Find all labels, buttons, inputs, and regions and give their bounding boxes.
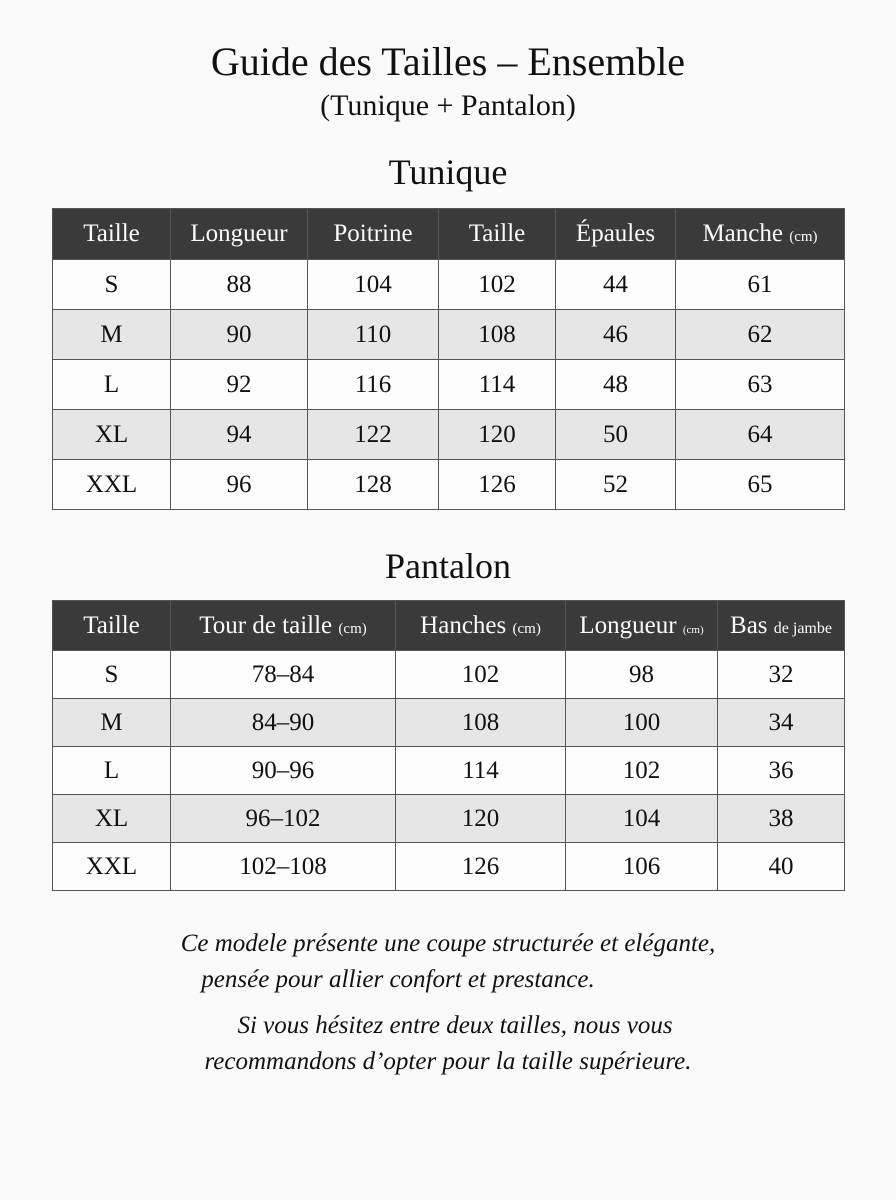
table-row bbox=[53, 410, 845, 460]
column-header-tour-de-taille-label: Tour de taille bbox=[199, 611, 333, 639]
column-header-longueur: Longueur bbox=[171, 209, 308, 260]
table-row bbox=[53, 360, 845, 410]
column-header-bas-de-jambe bbox=[718, 601, 845, 651]
column-header-epaules: Épaules bbox=[556, 209, 676, 260]
size-label-cell: L bbox=[53, 747, 171, 795]
measurement-cell: 108 bbox=[396, 699, 566, 747]
size-label-cell: M bbox=[53, 699, 171, 747]
size-label-cell: XL bbox=[53, 795, 171, 843]
column-unit: (cm) bbox=[512, 620, 541, 637]
measurement-cell: 128 bbox=[308, 460, 439, 510]
measurement-cell: 114 bbox=[439, 360, 556, 410]
table-row bbox=[53, 747, 845, 795]
note-line: Ce modele présente une coupe structurée et elégante, bbox=[180, 930, 716, 957]
measurement-cell: 78–84 bbox=[171, 651, 396, 699]
pantalon-section-title: Pantalon bbox=[385, 546, 511, 586]
tunique-section-title: Tunique bbox=[388, 152, 508, 192]
column-unit: (cm) bbox=[682, 623, 704, 636]
measurement-cell: 98 bbox=[566, 651, 718, 699]
size-label-cell: M bbox=[53, 310, 171, 360]
measurement-cell: 84–90 bbox=[171, 699, 396, 747]
column-header-bas-label: Bas bbox=[730, 611, 768, 639]
table-row bbox=[53, 310, 845, 360]
measurement-cell: 120 bbox=[439, 410, 556, 460]
measurement-cell: 104 bbox=[566, 795, 718, 843]
measurement-cell: 63 bbox=[676, 360, 845, 410]
pantalon-size-table bbox=[52, 600, 845, 891]
measurement-cell: 61 bbox=[676, 260, 845, 310]
measurement-cell: 52 bbox=[556, 460, 676, 510]
column-header-poitrine: Poitrine bbox=[308, 209, 439, 260]
measurement-cell: 36 bbox=[718, 747, 845, 795]
measurement-cell: 64 bbox=[676, 410, 845, 460]
measurement-cell: 48 bbox=[556, 360, 676, 410]
measurement-cell: 102–108 bbox=[171, 843, 396, 891]
column-header-longueur bbox=[566, 601, 718, 651]
measurement-cell: 106 bbox=[566, 843, 718, 891]
table-header-row bbox=[53, 601, 845, 651]
measurement-cell: 50 bbox=[556, 410, 676, 460]
measurement-cell: 96–102 bbox=[171, 795, 396, 843]
measurement-cell: 34 bbox=[718, 699, 845, 747]
tunique-size-table bbox=[52, 208, 845, 510]
measurement-cell: 92 bbox=[171, 360, 308, 410]
measurement-cell: 102 bbox=[396, 651, 566, 699]
note-line: pensée pour allier confort et prestance. bbox=[201, 966, 595, 993]
note-line: recommandons d’opter pour la taille supérieure. bbox=[204, 1048, 692, 1075]
measurement-cell: 90 bbox=[171, 310, 308, 360]
column-header-taille-waist: Taille bbox=[439, 209, 556, 260]
column-header-manche bbox=[676, 209, 845, 260]
size-advice-note bbox=[0, 1008, 896, 1080]
measurement-cell: 40 bbox=[718, 843, 845, 891]
column-header-longueur-label: Longueur bbox=[579, 611, 677, 639]
table-row bbox=[53, 699, 845, 747]
measurement-cell: 90–96 bbox=[171, 747, 396, 795]
measurement-cell: 32 bbox=[718, 651, 845, 699]
size-label-cell: S bbox=[53, 651, 171, 699]
measurement-cell: 116 bbox=[308, 360, 439, 410]
measurement-cell: 104 bbox=[308, 260, 439, 310]
size-label-cell: XXL bbox=[53, 460, 171, 510]
measurement-cell: 108 bbox=[439, 310, 556, 360]
measurement-cell: 126 bbox=[439, 460, 556, 510]
column-header-tour-de-taille bbox=[171, 601, 396, 651]
table-row bbox=[53, 260, 845, 310]
column-header-taille: Taille bbox=[53, 209, 171, 260]
measurement-cell: 88 bbox=[171, 260, 308, 310]
pantalon-table-body bbox=[53, 651, 845, 891]
column-unit: (cm) bbox=[789, 229, 818, 245]
page-title: Guide des Tailles – Ensemble bbox=[210, 39, 686, 84]
size-label-cell: L bbox=[53, 360, 171, 410]
column-header-hanches bbox=[396, 601, 566, 651]
column-unit: (cm) bbox=[338, 620, 367, 637]
column-header-hanches-label: Hanches bbox=[420, 611, 507, 639]
measurement-cell: 114 bbox=[396, 747, 566, 795]
measurement-cell: 62 bbox=[676, 310, 845, 360]
measurement-cell: 46 bbox=[556, 310, 676, 360]
measurement-cell: 110 bbox=[308, 310, 439, 360]
measurement-cell: 122 bbox=[308, 410, 439, 460]
tunique-table-body bbox=[53, 260, 845, 510]
size-label-cell: XL bbox=[53, 410, 171, 460]
measurement-cell: 38 bbox=[718, 795, 845, 843]
measurement-cell: 96 bbox=[171, 460, 308, 510]
measurement-cell: 120 bbox=[396, 795, 566, 843]
size-label-cell: S bbox=[53, 260, 171, 310]
table-header-row bbox=[53, 209, 845, 260]
measurement-cell: 100 bbox=[566, 699, 718, 747]
measurement-cell: 94 bbox=[171, 410, 308, 460]
measurement-cell: 126 bbox=[396, 843, 566, 891]
table-row bbox=[53, 651, 845, 699]
table-row bbox=[53, 460, 845, 510]
column-header-manche-label: Manche bbox=[702, 220, 783, 247]
table-row bbox=[53, 843, 845, 891]
note-line: Si vous hésitez entre deux tailles, nous vous bbox=[237, 1012, 673, 1039]
table-row bbox=[53, 795, 845, 843]
column-header-taille: Taille bbox=[53, 601, 171, 651]
measurement-cell: 44 bbox=[556, 260, 676, 310]
fit-description-note bbox=[0, 926, 896, 998]
column-unit: de jambe bbox=[773, 619, 832, 637]
page-subtitle: (Tunique + Pantalon) bbox=[320, 89, 576, 122]
measurement-cell: 102 bbox=[439, 260, 556, 310]
measurement-cell: 65 bbox=[676, 460, 845, 510]
size-label-cell: XXL bbox=[53, 843, 171, 891]
measurement-cell: 102 bbox=[566, 747, 718, 795]
